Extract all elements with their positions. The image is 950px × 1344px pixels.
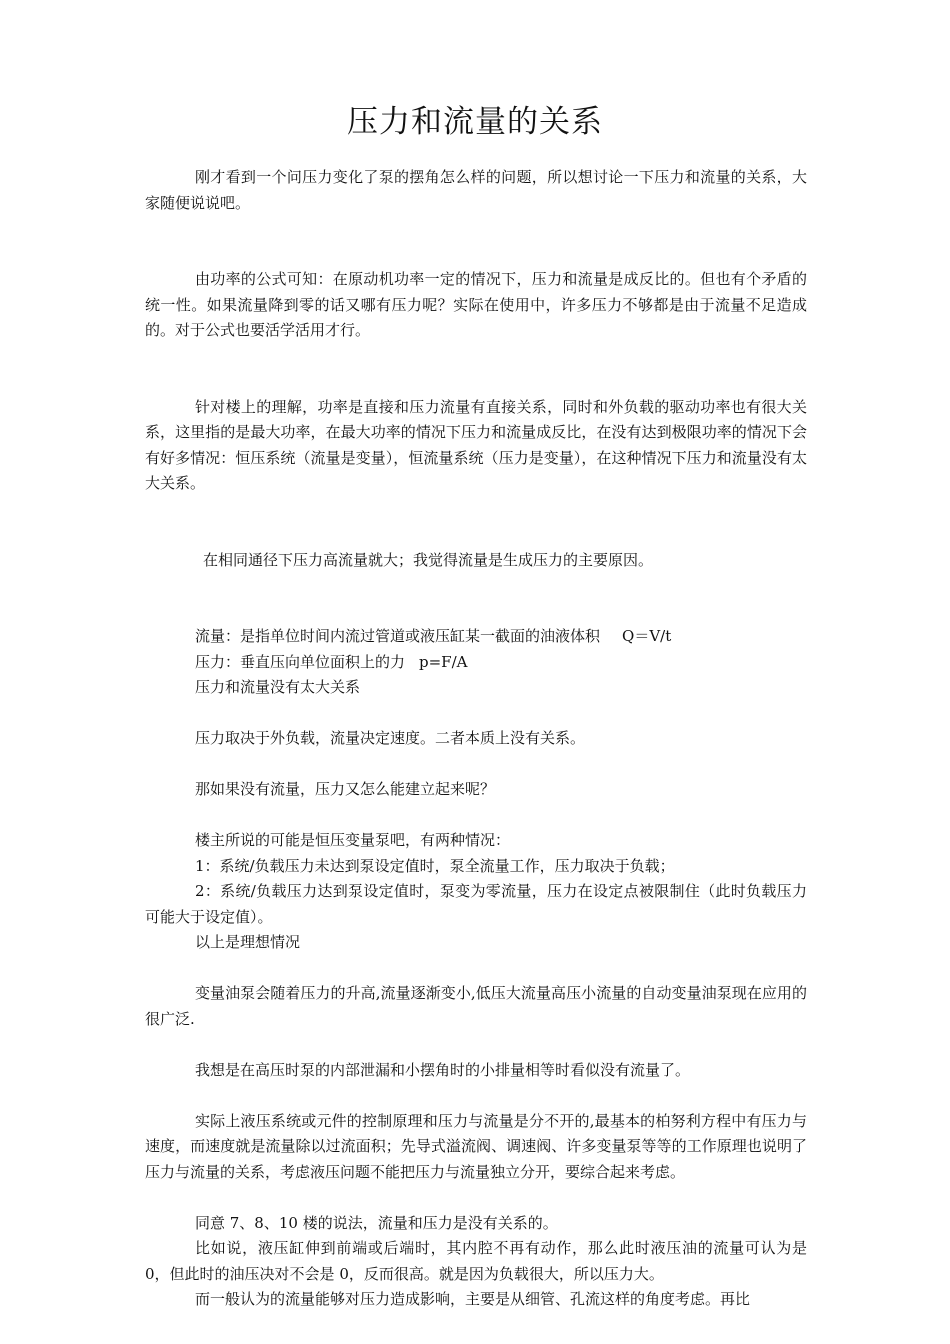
paragraph-5: 压力取决于外负载，流量决定速度。二者本质上没有关系。	[195, 729, 586, 747]
paragraph-3: 针对楼上的理解，功率是直接和压力流量有直接关系，同时和外负载的驱动功率也有很大关系，这里指的是最大功率，在最大功率的情况下压力和流量成反比，在没有达到极限功率的情况下会有好多情况：恒压系统（流量是变量），恒流量系统（压力是变量），在这种情况下压力和流量没有太大关系。	[145, 397, 807, 492]
case-1: 1：系统/负载压力未达到泵设定值时，泵全流量工作，压力取决于负载；	[195, 856, 675, 875]
paragraph-7: 楼主所说的可能是恒压变量泵吧，有两种情况：	[195, 831, 511, 849]
paragraph-2: 由功率的公式可知：在原动机功率一定的情况下，压力和流量是成反比的。但也有个矛盾的统一性。如果流量降到零的话又哪有压力呢？实际在使用中，许多压力不够都是由于流量不足造成的。对于公式也要活学活用才行。	[145, 270, 807, 339]
pressure-definition: 压力：垂直压向单位面积上的力	[195, 652, 406, 671]
spacer	[145, 216, 807, 242]
spacer	[145, 752, 807, 778]
no-relation-line: 压力和流量没有太大关系	[195, 678, 361, 696]
spacer	[145, 1032, 807, 1058]
flow-definition-line	[145, 624, 807, 650]
paragraph-9: 我想是在高压时泵的内部泄漏和小摆角时的小排量相等时看似没有流量了。	[195, 1060, 691, 1079]
spacer	[145, 497, 807, 523]
spacer	[145, 242, 807, 268]
ideal-note: 以上是理想情况	[195, 933, 301, 951]
flow-formula: Q＝V/t	[622, 627, 672, 645]
case-2: 2：系统/负载压力达到泵设定值时，泵变为零流量，压力在设定点被限制住（此时负载压力可能大于设定值）。	[145, 882, 807, 926]
paragraph-10: 实际上液压系统或元件的控制原理和压力与流量是分不开的,最基本的柏努利方程中有压力与速度，而速度就是流量除以过流面积；先导式溢流阀、调速阀、许多变量泵等等的工作原理也说明了压力与流量的关系，考虑液压问题不能把压力与流量独立分开，要综合起来考虑。	[145, 1111, 807, 1181]
paragraph-6: 那如果没有流量，压力又怎么能建立起来呢？	[195, 780, 496, 798]
spacer	[145, 344, 807, 370]
paragraph-12: 比如说，液压缸伸到前端或后端时，其内腔不再有动作，那么此时液压油的流量可认为是 0，但此时的油压决对不会是 0，反而很高。就是因为负载很大，所以压力大。	[145, 1239, 807, 1283]
spacer	[145, 1185, 807, 1211]
paragraph-8: 变量油泵会随着压力的升高,流量逐渐变小,低压大流量高压小流量的自动变量油泵现在应用的很广泛.	[145, 984, 807, 1028]
flow-definition: 流量：是指单位时间内流过管道或液压缸某一截面的油液体积	[195, 627, 601, 645]
spacer	[145, 369, 807, 395]
document-body	[145, 165, 807, 1313]
spacer	[145, 522, 807, 548]
pressure-definition-line	[145, 650, 807, 676]
paragraph-4: 在相同通径下压力高流量就大；我觉得流量是生成压力的主要原因。	[203, 550, 654, 569]
spacer	[145, 956, 807, 982]
paragraph-1: 刚才看到一个问压力变化了泵的摆角怎么样的问题，所以想讨论一下压力和流量的关系，大家随便说说吧。	[145, 168, 807, 212]
paragraph-11: 同意 7、8、10 楼的说法，流量和压力是没有关系的。	[195, 1213, 558, 1232]
spacer	[145, 1083, 807, 1109]
page-title: 压力和流量的关系	[347, 104, 603, 140]
spacer	[145, 573, 807, 599]
spacer	[145, 701, 807, 727]
spacer	[145, 803, 807, 829]
spacer	[145, 599, 807, 625]
pressure-formula: p=F/A	[419, 652, 468, 671]
paragraph-13: 而一般认为的流量能够对压力造成影响，主要是从细管、孔流这样的角度考虑。再比	[195, 1290, 751, 1308]
